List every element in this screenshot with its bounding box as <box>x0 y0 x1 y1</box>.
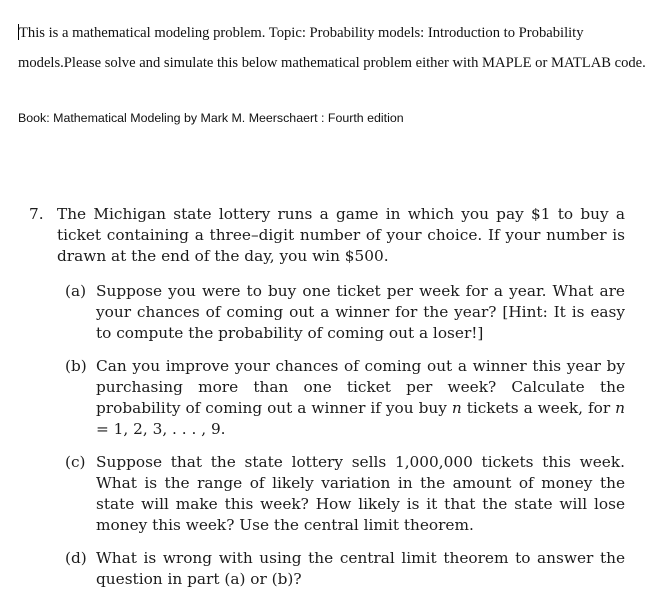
part-b-text-middle: tickets a week, for <box>466 399 611 417</box>
problem-block <box>29 204 625 602</box>
intro-text: This is a mathematical modeling problem. Topic: Probability models: Introduction to Probability models.Please solve and simulate this below mathematical problem either with MAPLE or MATLAB code. <box>18 25 646 71</box>
part-b-var-n-2: n <box>615 399 625 417</box>
part-d-text: What is wrong with using the central limit theorem to answer the question in part (a) or (b)? <box>96 549 625 588</box>
part-b-text-before: Can you improve your chances of coming out a winner this year by purchasing more than one ticket per week? Calculate the probability of coming out a winner if you buy <box>96 357 625 417</box>
part-b <box>29 356 625 440</box>
part-b-text-after: = 1, 2, 3, . . . , 9. <box>96 420 226 438</box>
part-a <box>29 281 625 344</box>
problem-stem: The Michigan state lottery runs a game in which you pay $1 to buy a ticket containing a three–digit number of your choice. If your number is drawn at the end of the day, you win $500. <box>57 205 625 265</box>
part-c-text: Suppose that the state lottery sells 1,000,000 tickets this week. What is the range of likely variation in the amount of money the state will make this week? How likely is it that the state will lose money this week? Use the central limit theorem. <box>96 453 625 534</box>
part-c-label: (c) <box>65 453 86 471</box>
part-a-label: (a) <box>65 282 87 300</box>
problem-parts <box>29 281 625 590</box>
part-d <box>29 548 625 590</box>
problem-number: 7. <box>29 205 44 223</box>
part-a-text: Suppose you were to buy one ticket per week for a year. What are your chances of coming out a winner for the year? [Hint: It is easy to compute the probability of coming out a loser!] <box>96 282 625 342</box>
book-reference: Book: Mathematical Modeling by Mark M. Meerschaert : Fourth edition <box>18 111 404 125</box>
part-d-label: (d) <box>65 549 87 567</box>
part-c <box>29 452 625 536</box>
intro-paragraph <box>18 18 653 78</box>
part-b-var-n: n <box>451 399 462 417</box>
part-b-label: (b) <box>65 357 87 375</box>
part-b-text <box>96 356 625 440</box>
